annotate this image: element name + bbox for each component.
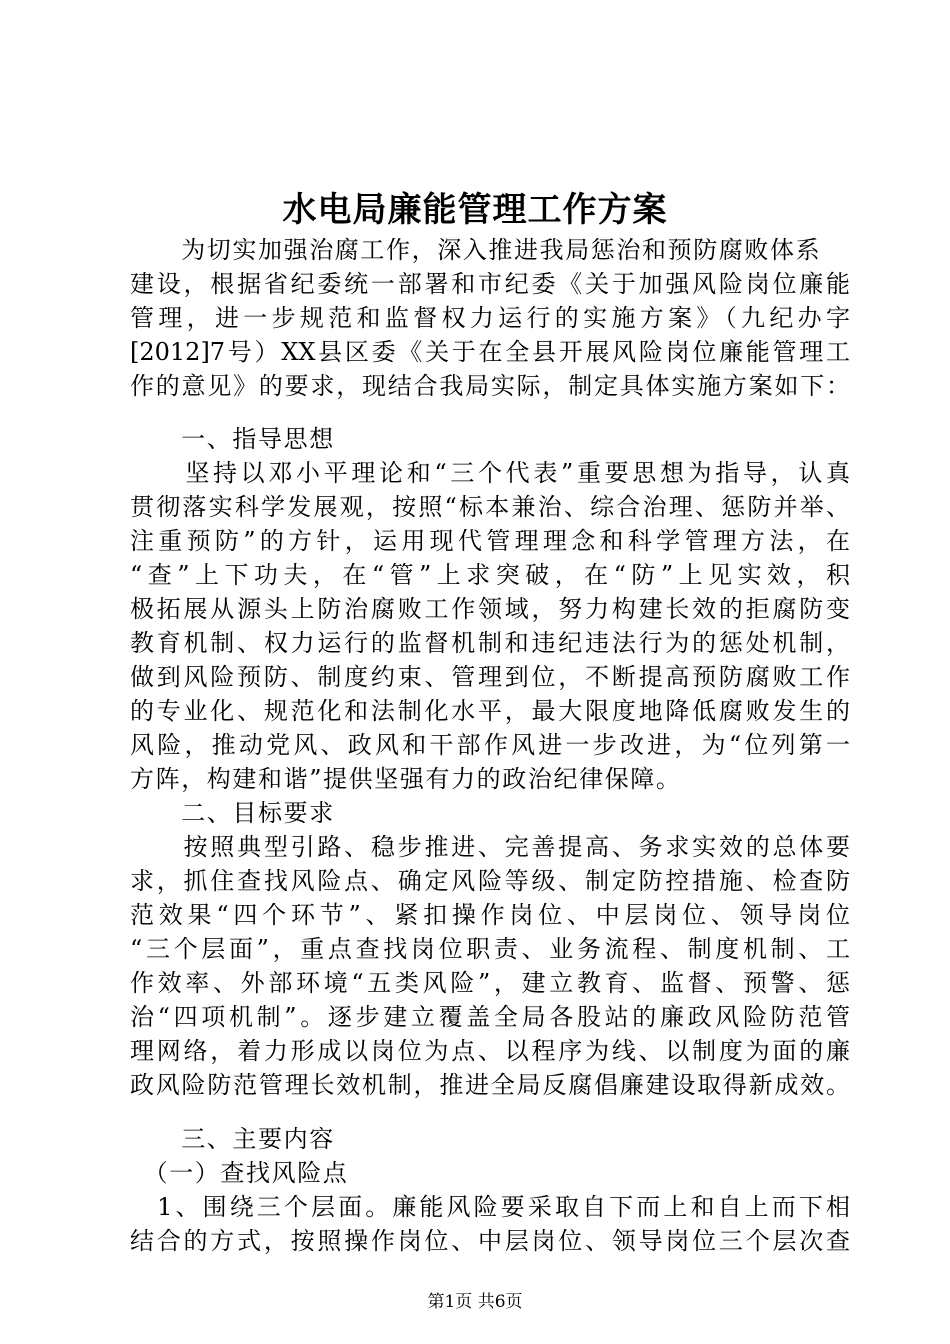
body-line: 结合的方式，按照操作岗位、中层岗位、领导岗位三个层次查 bbox=[130, 1227, 850, 1255]
body-line: 做到风险预防、制度约束、管理到位，不断提高预防腐败工作 bbox=[130, 663, 850, 691]
subsection-heading: （一）查找风险点 bbox=[130, 1159, 349, 1187]
body-line: 的专业化、规范化和法制化水平，最大限度地降低腐败发生的 bbox=[130, 697, 850, 725]
body-line: 注重预防”的方针，运用现代管理理念和科学管理方法，在 bbox=[130, 527, 850, 555]
body-line: [2012]7号）XX县区委《关于在全县开展风险岗位廉能管理工 bbox=[130, 338, 850, 366]
body-line: 为切实加强治腐工作，深入推进我局惩治和预防腐败体系 bbox=[130, 236, 822, 264]
body-line: 坚持以邓小平理论和“三个代表”重要思想为指导，认真 bbox=[130, 459, 850, 487]
page-indicator: 第1页 共6页 bbox=[427, 1292, 523, 1312]
body-line: “三个层面”，重点查找岗位职责、业务流程、制度机制、工 bbox=[130, 935, 850, 963]
body-line: 按照典型引路、稳步推进、完善提高、务求实效的总体要 bbox=[130, 833, 850, 861]
body-line: 作的意见》的要求，现结合我局实际，制定具体实施方案如下： bbox=[130, 372, 850, 400]
body-line: 作效率、外部环境“五类风险”，建立教育、监督、预警、惩 bbox=[130, 969, 850, 997]
section-heading: 二、目标要求 bbox=[130, 799, 335, 827]
body-line: 风险，推动党风、政风和干部作风进一步改进，为“位列第一 bbox=[130, 731, 850, 759]
body-line: 政风险防范管理长效机制，推进全局反腐倡廉建设取得新成效。 bbox=[130, 1071, 850, 1099]
body-line: 理网络，着力形成以岗位为点、以程序为线、以制度为面的廉 bbox=[130, 1037, 850, 1065]
body-line: 贯彻落实科学发展观，按照“标本兼治、综合治理、惩防并举、 bbox=[130, 493, 850, 521]
body-line: 管理，进一步规范和监督权力运行的实施方案》（九纪办字 bbox=[130, 304, 850, 332]
section-heading: 一、指导思想 bbox=[130, 425, 335, 453]
body-line: 教育机制、权力运行的监督机制和违纪违法行为的惩处机制， bbox=[130, 629, 850, 657]
body-line: 治“四项机制”。逐步建立覆盖全局各股站的廉政风险防范管 bbox=[130, 1003, 850, 1031]
document-title: 水电局廉能管理工作方案 bbox=[282, 190, 668, 230]
body-line: 建设，根据省纪委统一部署和市纪委《关于加强风险岗位廉能 bbox=[130, 270, 850, 298]
body-line: “查”上下功夫，在“管”上求突破，在“防”上见实效，积 bbox=[130, 561, 850, 589]
body-line: 求，抓住查找风险点、确定风险等级、制定防控措施、检查防 bbox=[130, 867, 850, 895]
body-line: 极拓展从源头上防治腐败工作领域，努力构建长效的拒腐防变 bbox=[130, 595, 850, 623]
body-line: 范效果“四个环节”、紧扣操作岗位、中层岗位、领导岗位 bbox=[130, 901, 850, 929]
body-line: 方阵，构建和谐”提供坚强有力的政治纪律保障。 bbox=[130, 765, 682, 793]
body-line: 1、围绕三个层面。廉能风险要采取自下而上和自上而下相 bbox=[130, 1193, 850, 1221]
section-heading: 三、主要内容 bbox=[130, 1125, 335, 1153]
